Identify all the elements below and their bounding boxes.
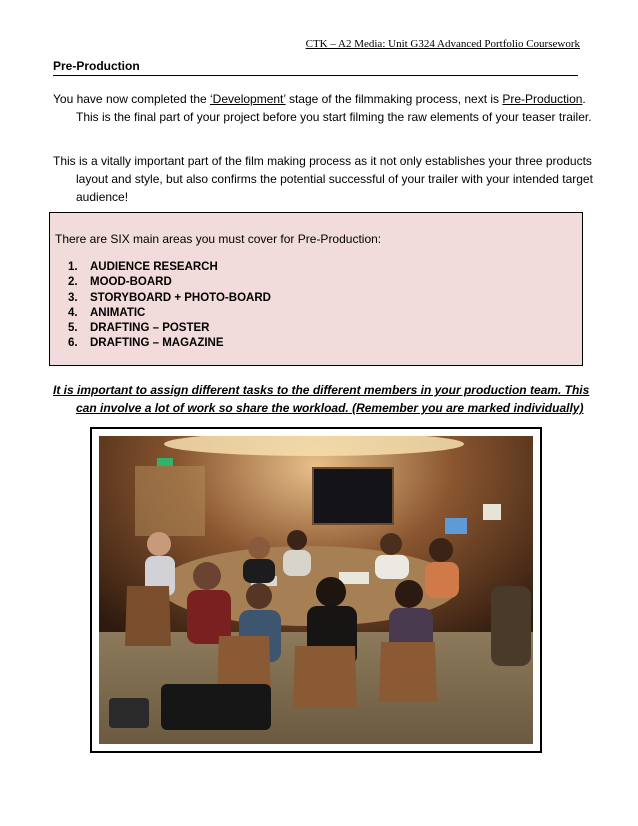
list-item [68,321,271,336]
intro-lead: You have now completed the [53,92,211,106]
person [425,562,459,598]
person-head [429,538,453,562]
importance-paragraph: This is a vitally important part of the film making process as it not only establishes your three products layout and style, but also confirms the potential successful of your trailer with your intended target audience! [53,154,593,204]
meeting-photo-frame [90,427,542,753]
list-item-number: 6. [68,337,78,350]
intro-paragraph [53,90,601,126]
areas-box [49,212,583,366]
person [375,555,409,579]
person-head [395,580,423,608]
list-item [68,336,271,351]
page-header: CTK – A2 Media: Unit G324 Advanced Portfolio Coursework [305,38,580,50]
list-item-number: 3. [68,291,78,304]
chair [379,642,437,702]
list-item [68,291,271,306]
papers [339,572,369,584]
list-item-label: ANIMATIC [90,306,146,319]
person-head [316,577,346,607]
person [187,590,231,644]
person-head [287,530,307,550]
person-head [246,583,272,609]
lamp-shade [483,504,501,520]
list-item-number: 5. [68,322,78,335]
list-item-label: MOOD-BOARD [90,276,172,289]
intro-middle: stage of the filmmaking process, next is [285,92,503,106]
list-item [68,275,271,290]
team-note: It is important to assign different tasks to the different members in your production team. This can involve a lot of work so share the workload. (Remember you are marked individually) [53,383,590,415]
list-item-number: 2. [68,276,78,289]
chair [125,586,171,646]
list-item-label: STORYBOARD + PHOTO-BOARD [90,291,271,304]
list-item-label: DRAFTING – MAGAZINE [90,337,224,350]
chair [293,646,357,708]
list-item-label: DRAFTING – POSTER [90,322,210,335]
intro-tail: . This is the final part of your project before you start filming the raw elements of your teaser trailer. [76,92,592,124]
list-item-label: AUDIENCE RESEARCH [90,261,218,273]
list-item-number: 4. [68,306,78,319]
meeting-room-illustration [99,436,533,744]
person [283,550,311,576]
preproduction-label: Pre-Production [502,92,583,106]
camera-case [161,684,271,730]
bag [109,698,149,728]
person [243,559,275,583]
wall-screen [313,468,393,524]
person-head [193,562,221,590]
list-item-number: 1. [68,261,78,273]
areas-list [68,260,271,352]
list-item [68,260,271,275]
person-head [248,537,270,559]
list-item [68,306,271,321]
person-head [147,532,171,556]
section-title: Pre-Production [53,59,578,76]
person-head [380,533,402,555]
meeting-photo [99,436,533,744]
doorway [135,466,205,536]
person [491,586,531,666]
laptop-screen [445,518,467,534]
areas-intro: There are SIX main areas you must cover for Pre-Production: [55,232,382,246]
exit-sign [157,458,173,466]
development-stage-label: ‘Development’ [210,92,286,106]
